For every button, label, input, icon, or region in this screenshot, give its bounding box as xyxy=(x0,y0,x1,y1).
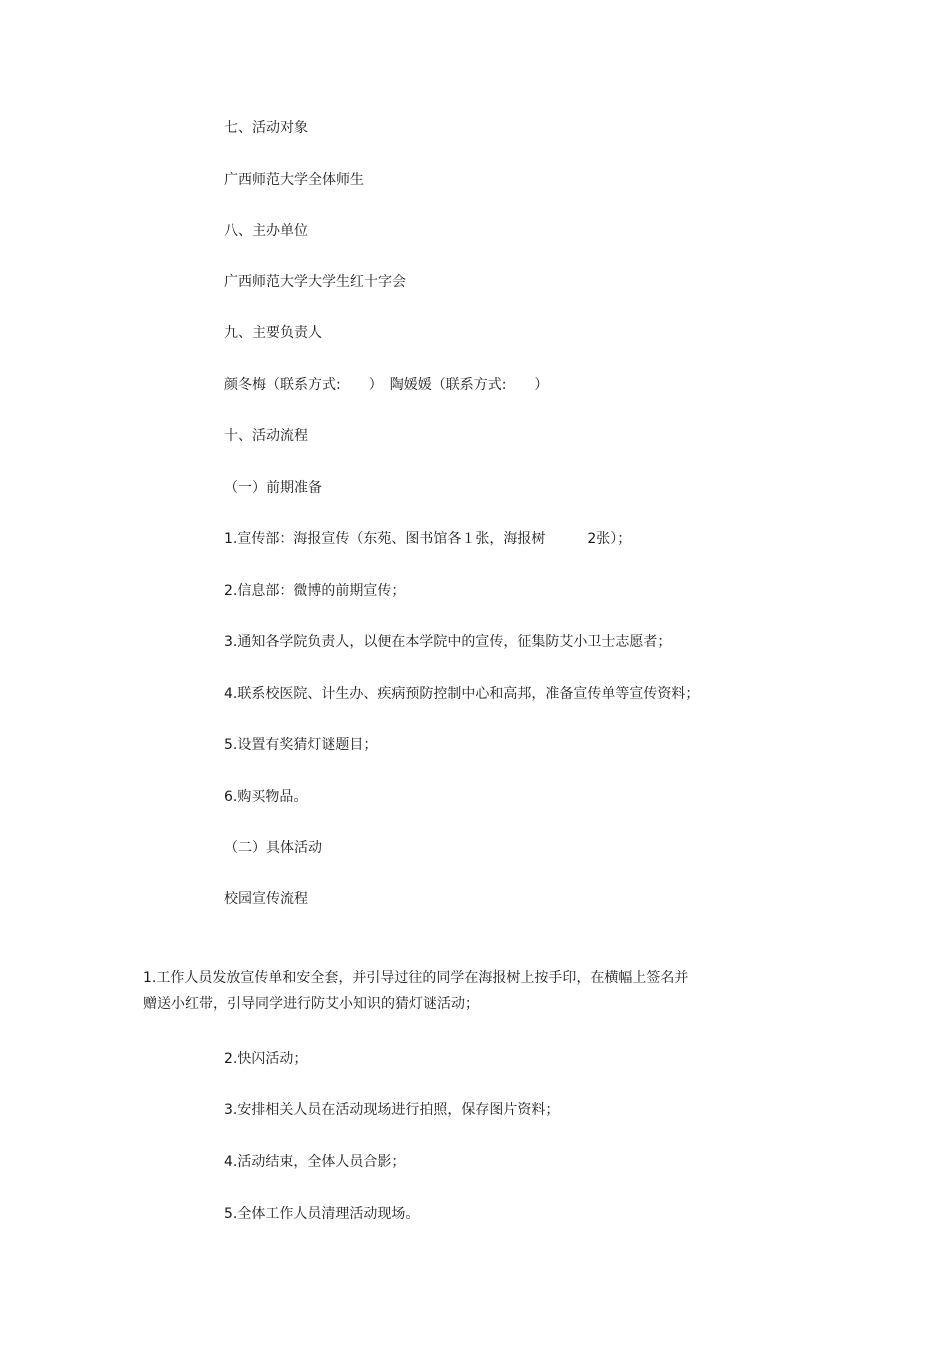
heading-responsible-persons: 九、主要负责人 xyxy=(224,325,322,341)
text-organizer: 广西师范大学大学生红十字会 xyxy=(224,274,406,290)
list-item-activity-5: 5.全体工作人员清理活动现场。 xyxy=(224,1206,420,1222)
heading-activity-target: 七、活动对象 xyxy=(224,120,308,136)
text-activity-target: 广西师范大学全体师生 xyxy=(224,172,364,188)
heading-activity-process: 十、活动流程 xyxy=(224,428,308,444)
subheading-preparation: （一）前期准备 xyxy=(224,480,322,496)
paragraph-activity-1 xyxy=(143,965,743,1017)
paragraph-activity-1-line-2: 赠送小红带，引导同学进行防艾小知识的猜灯谜活动； xyxy=(143,996,479,1012)
list-item-activity-4: 4.活动结束，全体人员合影； xyxy=(224,1154,406,1170)
list-item-activity-2: 2.快闪活动； xyxy=(224,1051,308,1067)
list-item-prep-3: 3.通知各学院负责人，以便在本学院中的宣传，征集防艾小卫士志愿者； xyxy=(224,634,672,650)
list-item-prep-5: 5.设置有奖猜灯谜题目； xyxy=(224,737,378,753)
list-item-activity-3: 3.安排相关人员在活动现场进行拍照，保存图片资料； xyxy=(224,1102,560,1118)
subheading-specific-activities: （二）具体活动 xyxy=(224,840,322,856)
heading-organizer: 八、主办单位 xyxy=(224,223,308,239)
paragraph-activity-1-line-1: 1.工作人员发放宣传单和安全套，并引导过往的同学在海报树上按手印，在横幅上签名并 xyxy=(143,970,689,986)
text-responsible-persons: 颜冬梅（联系方式: ） 陶媛媛（联系方式: ） xyxy=(224,377,549,393)
text-campus-promotion: 校园宣传流程 xyxy=(224,891,308,907)
list-item-prep-2: 2.信息部：微博的前期宣传； xyxy=(224,583,406,599)
list-item-prep-4: 4.联系校医院、计生办、疾病预防控制中心和高邦，准备宣传单等宣传资料； xyxy=(224,686,700,702)
list-item-prep-1: 1.宣传部：海报宣传（东苑、图书馆各１张，海报树 2张）； xyxy=(224,531,632,547)
list-item-prep-6: 6.购买物品。 xyxy=(224,789,308,805)
